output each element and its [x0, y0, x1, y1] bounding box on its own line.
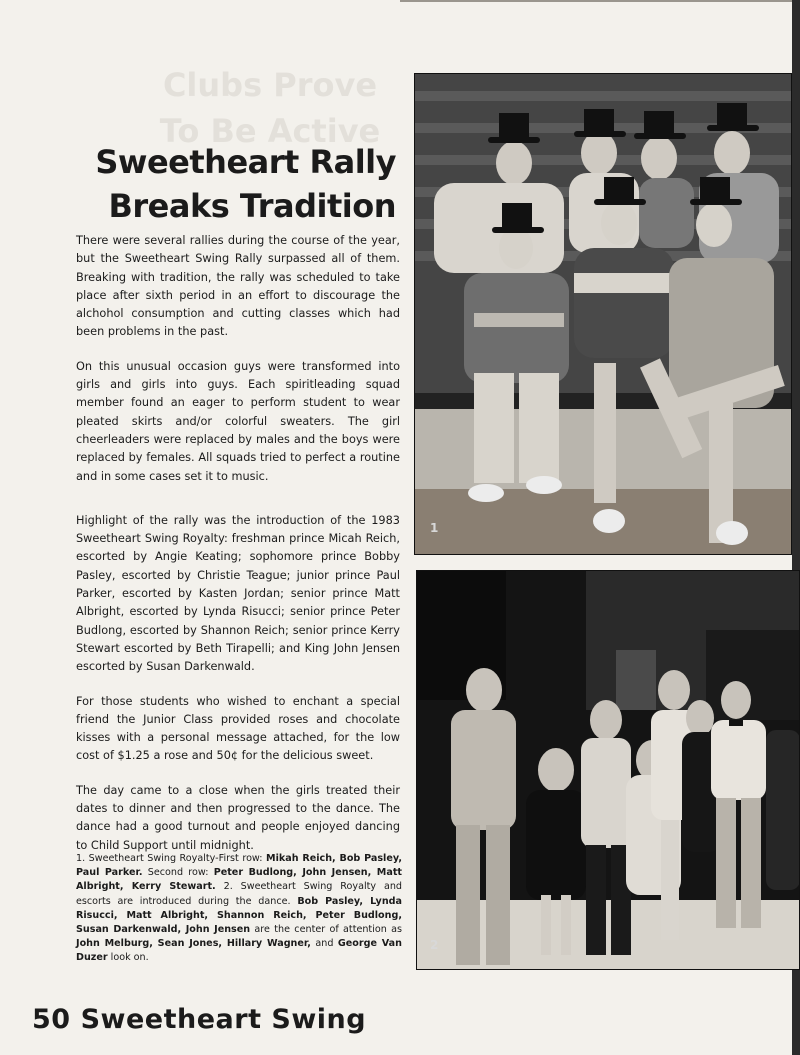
- royalty-group-photo: [414, 73, 792, 555]
- photo-number: 1: [430, 521, 439, 535]
- paragraph: On this unusual occasion guys were transformed into girls and girls into guys. Each spiritleading squad member found an eager to perform student to wear pleated skirts and/or colorful sweaters. The girl cheerleaders were replaced by males and the boys were replaced by females. All squads tried to perfect a routine and in some cases set it to music.: [76, 359, 400, 483]
- facing-page-edge: [400, 0, 800, 62]
- caption-text: 2. Sweetheart Swing Royalty and escorts are introduced during the dance.: [76, 881, 403, 907]
- photo-number: 2: [430, 938, 439, 952]
- caption-names: Peter Budlong, John Jensen, Matt Albright, Kerry Stewart.: [76, 867, 402, 893]
- royalty-photo-image: [414, 73, 792, 555]
- caption-text: are the center of attention as: [250, 924, 403, 936]
- caption-names: George Van Duzer: [76, 938, 402, 964]
- page-footer: [32, 1004, 366, 1035]
- caption-text: 1. Sweetheart Swing Royalty-First row:: [76, 853, 267, 864]
- paragraph: Highlight of the rally was the introduction of the 1983 Sweetheart Swing Royalty: freshman prince Micah Reich, escorted by Angie Keating; sophomore prince Bobby Pasley, escorted by Christie Teague; junior prince Paul Parker, escorted by Kasten Jordan; senior prince Matt Albright, escorted by Lynda Risucci; senior prince Peter Budlong, escorted by Shannon Reich; senior prince Kerry Stewart escorted by Beth Tirapelli; and King John Jensen escorted by Susan Darkenwald.: [76, 513, 400, 674]
- paragraph: There were several rallies during the course of the year, but the Sweetheart Swing Rally surpassed all of them. Breaking with tradition, the rally was scheduled to take place after sixth period in an effort to discourage the alchohol consumption and cutting classes which had been problems in the past.: [76, 234, 400, 339]
- ghost-line: To Be Active: [159, 112, 381, 150]
- paragraph: The day came to a close when the girls treated their dates to dinner and then progressed to the dance. The dance had a good turnout and people enjoyed dancing to Child Support until midnight.: [76, 783, 400, 852]
- title-line: Breaks Tradition: [108, 187, 396, 225]
- title-line: Sweetheart Rally: [95, 143, 396, 181]
- article-body: [76, 232, 400, 871]
- caption-names: Mikah Reich, Bob Pasley, Paul Parker.: [76, 853, 402, 879]
- page-number: 50: [32, 1004, 71, 1035]
- dance-photo-image: [416, 570, 800, 970]
- caption-text: Second row:: [142, 867, 214, 879]
- ghost-line: Clubs Prove: [162, 66, 378, 104]
- section-name: Sweetheart Swing: [80, 1004, 367, 1035]
- caption-text: and: [310, 938, 338, 950]
- dance-photo: [416, 570, 800, 970]
- caption-names: Bob Pasley, Lynda Risucci, Matt Albright, Shannon Reich, Peter Budlong, Susan Darkenwald, John Jensen: [76, 895, 402, 936]
- paragraph: For those students who wished to enchant a special friend the Junior Class provided roses and chocolate kisses with a personal message attached, for the low cost of $1.25 a rose and 50¢ for the delicious sweet.: [76, 694, 400, 763]
- photo-caption: [76, 852, 402, 966]
- caption-text: look on.: [107, 952, 149, 964]
- caption-names: John Melburg, Sean Jones, Hillary Wagner,: [76, 938, 311, 950]
- article-title: [56, 140, 396, 228]
